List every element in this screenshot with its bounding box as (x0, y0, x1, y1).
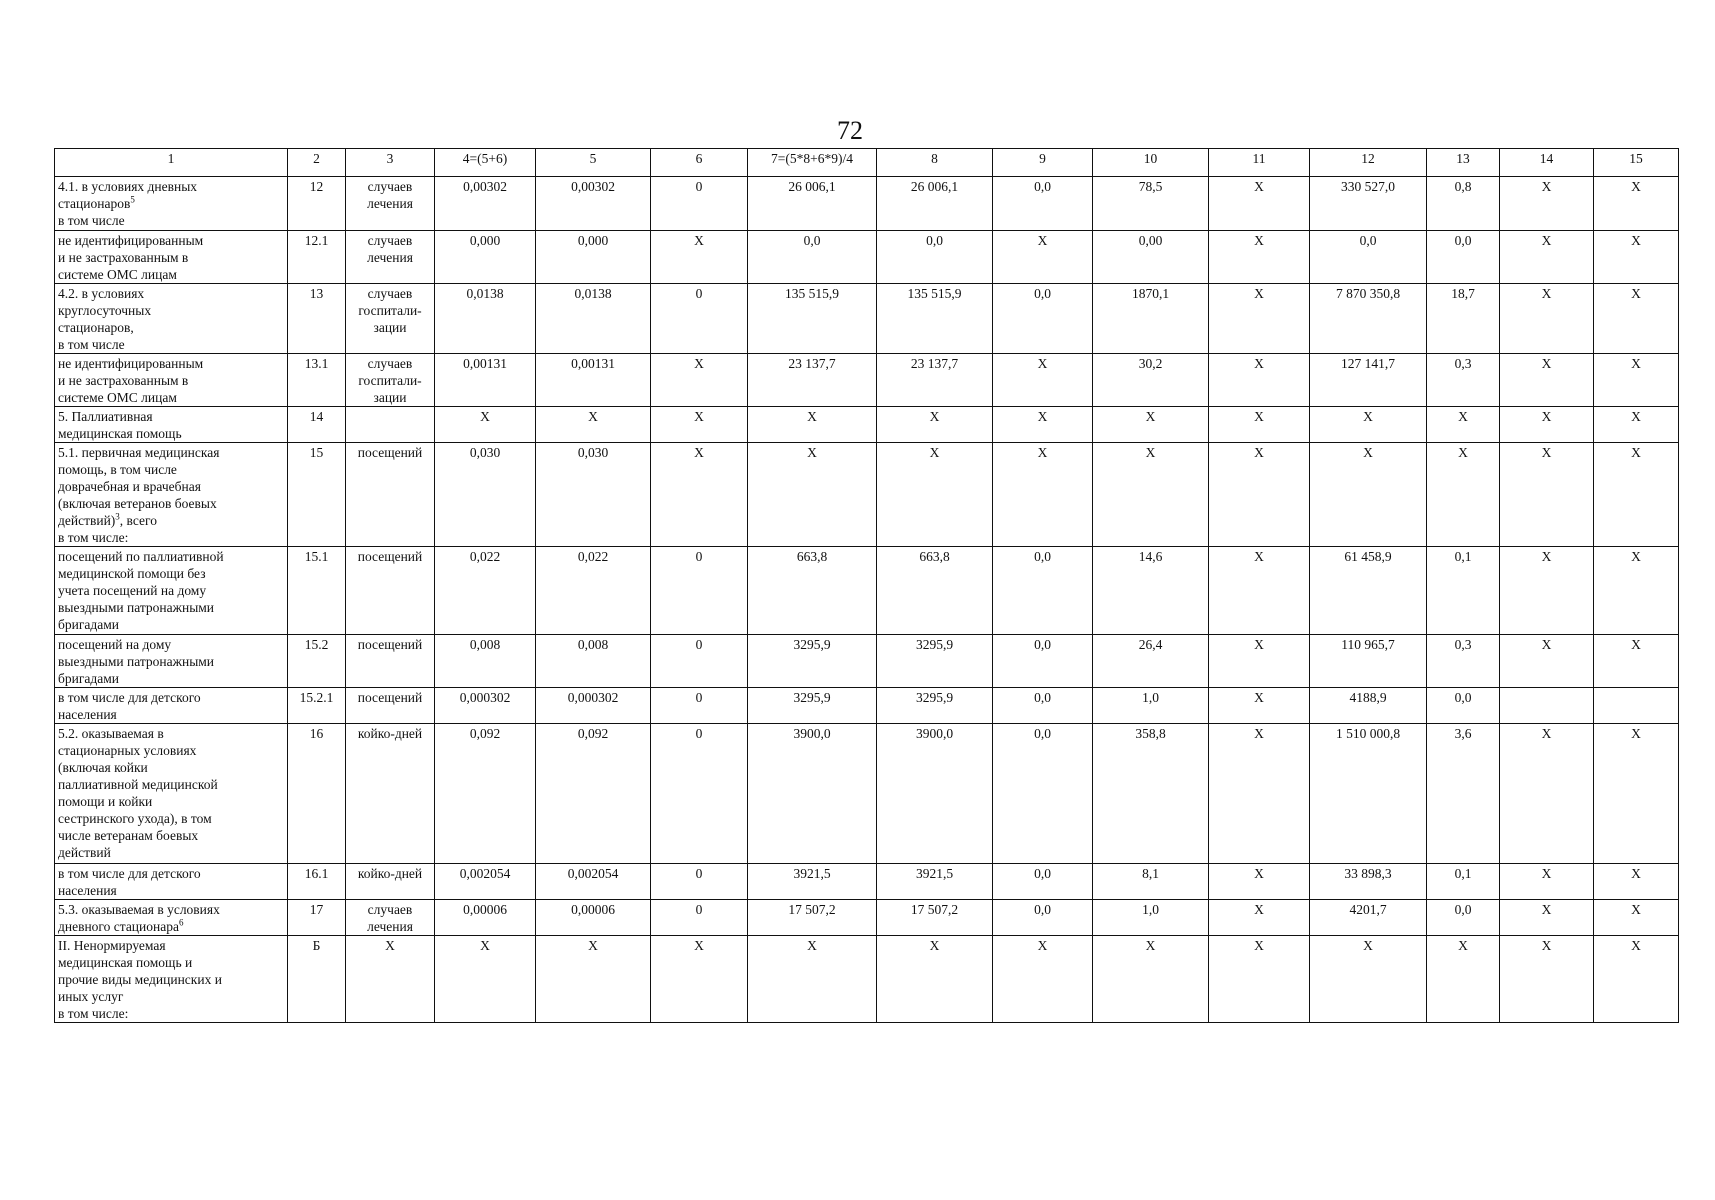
table-cell: 17 507,2 (748, 900, 877, 936)
table-cell: X (1209, 231, 1310, 284)
table-cell: 0,030 (435, 443, 536, 547)
table-cell: X (877, 443, 993, 547)
row-label (55, 688, 288, 724)
table-cell: X (1209, 900, 1310, 936)
row-label-line: системе ОМС лицам (58, 390, 177, 405)
row-label-line: выездными патронажными (58, 600, 215, 615)
row-label-line: населения (58, 707, 117, 722)
row-label-line: числе ветеранам боевых (58, 828, 199, 843)
table-cell: 33 898,3 (1310, 864, 1427, 900)
table-cell: 135 515,9 (748, 284, 877, 354)
table-cell: 0,000 (536, 231, 651, 284)
footnote-marker: 6 (178, 917, 184, 928)
table-cell: X (1209, 864, 1310, 900)
row-label-line: бригадами (58, 617, 120, 632)
table-cell: 8,1 (1093, 864, 1209, 900)
row-label-line: 5.3. оказываемая в условиях (58, 902, 220, 917)
table-cell: 18,7 (1427, 284, 1500, 354)
row-label-line: (включая ветеранов боевых (58, 496, 217, 511)
table-cell: 26 006,1 (877, 177, 993, 231)
table-cell: X (1209, 284, 1310, 354)
table-cell: X (1310, 936, 1427, 1023)
table-cell: X (1500, 284, 1594, 354)
table-cell: 3295,9 (877, 635, 993, 688)
table-cell: 3295,9 (748, 688, 877, 724)
row-label (55, 900, 288, 936)
row-label-line: и не застрахованным в (58, 250, 189, 265)
row-label-line: медицинская помощь и (58, 955, 193, 970)
table-cell: X (651, 354, 748, 407)
table-cell: 26,4 (1093, 635, 1209, 688)
header-cell: 12 (1310, 149, 1427, 177)
table-cell: X (651, 231, 748, 284)
table-row (55, 688, 1679, 724)
table-cell: X (993, 354, 1093, 407)
table-cell: 663,8 (748, 547, 877, 635)
row-label (55, 284, 288, 354)
row-label-line: 4.2. в условиях (58, 286, 145, 301)
header-cell: 11 (1209, 149, 1310, 177)
table-cell: X (993, 936, 1093, 1023)
table-cell: X (1500, 231, 1594, 284)
table-cell: 0,00131 (536, 354, 651, 407)
header-cell: 15 (1594, 149, 1679, 177)
table-cell: X (651, 443, 748, 547)
table-cell: 0,0 (993, 547, 1093, 635)
table-cell: 0,002054 (435, 864, 536, 900)
table-cell: X (1594, 443, 1679, 547)
table-cell: посещений (346, 547, 435, 635)
table-row (55, 635, 1679, 688)
row-label-line: в том числе для детского (58, 866, 201, 881)
table-cell: X (1093, 407, 1209, 443)
table-cell: случаев лечения (346, 177, 435, 231)
row-label-line: иных услуг (58, 989, 124, 1004)
table-cell: 0,00302 (435, 177, 536, 231)
table-cell: X (877, 936, 993, 1023)
row-label-line: медицинской помощи без (58, 566, 206, 581)
table-cell: X (1209, 688, 1310, 724)
table-cell: 23 137,7 (748, 354, 877, 407)
row-label-line: и не застрахованным в (58, 373, 189, 388)
table-cell: 14,6 (1093, 547, 1209, 635)
table-cell: 0,000 (435, 231, 536, 284)
table-cell: случаев госпитали-зации (346, 284, 435, 354)
table-cell: 1,0 (1093, 900, 1209, 936)
table-cell: 0,3 (1427, 635, 1500, 688)
table-cell: 0,0 (748, 231, 877, 284)
table-cell: X (435, 407, 536, 443)
table-cell: X (1427, 936, 1500, 1023)
table-cell: 17 507,2 (877, 900, 993, 936)
table-cell: X (1594, 547, 1679, 635)
table-cell: 4201,7 (1310, 900, 1427, 936)
table-cell: 0 (651, 900, 748, 936)
row-label-line: выездными патронажными (58, 654, 215, 669)
row-label-line: системе ОМС лицам (58, 267, 177, 282)
table-cell: X (1594, 407, 1679, 443)
table-cell: 23 137,7 (877, 354, 993, 407)
table-cell: X (1500, 354, 1594, 407)
table-cell: X (1093, 936, 1209, 1023)
table-cell: 0,00131 (435, 354, 536, 407)
table-cell: X (1500, 864, 1594, 900)
table-cell: 3921,5 (877, 864, 993, 900)
row-label-line: стационарных условиях (58, 743, 197, 758)
table-row (55, 724, 1679, 864)
table-cell: койко-дней (346, 864, 435, 900)
row-label (55, 547, 288, 635)
table-cell: 3295,9 (748, 635, 877, 688)
row-label-line: действий)$^3$, всего (58, 511, 157, 528)
table-cell: 0,00302 (536, 177, 651, 231)
table-cell: X (1209, 936, 1310, 1023)
row-label-line: круглосуточных (58, 303, 152, 318)
row-label-line: дневного стационара$^6$ (58, 917, 184, 934)
table-row (55, 177, 1679, 231)
table-cell: 61 458,9 (1310, 547, 1427, 635)
table-cell: 0 (651, 547, 748, 635)
row-label (55, 936, 288, 1023)
table-cell: 7 870 350,8 (1310, 284, 1427, 354)
table-row (55, 354, 1679, 407)
table-cell: X (1209, 724, 1310, 864)
table-cell: 16 (288, 724, 346, 864)
table-cell: 0,1 (1427, 864, 1500, 900)
table-cell: X (1594, 284, 1679, 354)
table-cell: 17 (288, 900, 346, 936)
table-cell: 26 006,1 (748, 177, 877, 231)
table-cell: X (536, 407, 651, 443)
header-row (55, 149, 1679, 177)
table-cell (1594, 688, 1679, 724)
table-cell: 3,6 (1427, 724, 1500, 864)
table-cell: 0 (651, 688, 748, 724)
table-cell: койко-дней (346, 724, 435, 864)
table-cell: случаев лечения (346, 900, 435, 936)
header-cell: 2 (288, 149, 346, 177)
table-cell: X (1594, 231, 1679, 284)
table-cell: X (748, 936, 877, 1023)
row-label-line: в том числе: (58, 1006, 129, 1021)
table-cell: X (1209, 443, 1310, 547)
header-cell: 1 (55, 149, 288, 177)
table-cell: 15.2 (288, 635, 346, 688)
row-label-line: 5. Паллиативная (58, 409, 153, 424)
table-cell: 330 527,0 (1310, 177, 1427, 231)
row-label-line: 5.1. первичная медицинская (58, 445, 220, 460)
table-cell: 0 (651, 724, 748, 864)
row-label-line: посещений на дому (58, 637, 172, 652)
table-cell: X (1209, 635, 1310, 688)
row-label-line: не идентифицированным (58, 233, 204, 248)
row-label-line: 4.1. в условиях дневных (58, 179, 198, 194)
table-cell: 0,0138 (536, 284, 651, 354)
table-cell: 15 (288, 443, 346, 547)
row-label (55, 443, 288, 547)
table-cell: X (1594, 936, 1679, 1023)
table-cell: 3295,9 (877, 688, 993, 724)
header-cell: 13 (1427, 149, 1500, 177)
row-label-line: в том числе: (58, 530, 129, 545)
table-cell: 0 (651, 864, 748, 900)
table-cell: X (748, 407, 877, 443)
header-cell: 8 (877, 149, 993, 177)
table-cell: 30,2 (1093, 354, 1209, 407)
table-cell: 14 (288, 407, 346, 443)
table-cell: X (748, 443, 877, 547)
table-cell: 135 515,9 (877, 284, 993, 354)
table-cell: 0,0138 (435, 284, 536, 354)
table-row (55, 443, 1679, 547)
table-cell: 13.1 (288, 354, 346, 407)
table-cell: X (346, 936, 435, 1023)
header-cell: 7=(5*8+6*9)/4 (748, 149, 877, 177)
table-cell: X (877, 407, 993, 443)
table-cell: 3900,0 (877, 724, 993, 864)
table-cell: 12 (288, 177, 346, 231)
table-cell: X (1209, 177, 1310, 231)
table-cell: 0,000302 (435, 688, 536, 724)
table-cell: 0,0 (993, 864, 1093, 900)
table-cell: 0 (651, 177, 748, 231)
row-label (55, 177, 288, 231)
table-row (55, 407, 1679, 443)
table-cell: 3900,0 (748, 724, 877, 864)
table-cell: X (1209, 547, 1310, 635)
table-cell: 78,5 (1093, 177, 1209, 231)
table-cell: 0,022 (435, 547, 536, 635)
table-cell: 0,8 (1427, 177, 1500, 231)
row-label (55, 354, 288, 407)
row-label-line: сестринского ухода), в том (58, 811, 212, 826)
table-cell: X (435, 936, 536, 1023)
table-cell: 0,092 (536, 724, 651, 864)
table-cell: 0,3 (1427, 354, 1500, 407)
table-cell: 0,0 (993, 177, 1093, 231)
header-cell: 14 (1500, 149, 1594, 177)
table-cell: X (1594, 864, 1679, 900)
header-cell: 9 (993, 149, 1093, 177)
table-cell: 13 (288, 284, 346, 354)
row-label-line: помощь, в том числе (58, 462, 177, 477)
table-cell: 12.1 (288, 231, 346, 284)
table-cell: 0,030 (536, 443, 651, 547)
table-cell: 0,1 (1427, 547, 1500, 635)
table-cell: X (1594, 177, 1679, 231)
table-cell: 0,0 (993, 724, 1093, 864)
table-cell: 358,8 (1093, 724, 1209, 864)
table-cell: 0 (651, 635, 748, 688)
table-cell: Б (288, 936, 346, 1023)
header-cell: 6 (651, 149, 748, 177)
header-cell: 3 (346, 149, 435, 177)
row-label-line: 5.2. оказываемая в (58, 726, 164, 741)
table-cell: 3921,5 (748, 864, 877, 900)
table-cell: 1 510 000,8 (1310, 724, 1427, 864)
table-cell: посещений (346, 688, 435, 724)
row-label-line: бригадами (58, 671, 120, 686)
table-cell: 0,008 (536, 635, 651, 688)
row-label (55, 724, 288, 864)
table-cell: X (536, 936, 651, 1023)
table-cell: 0,0 (1310, 231, 1427, 284)
table-cell: X (1427, 443, 1500, 547)
table-cell: 0,008 (435, 635, 536, 688)
table-row (55, 547, 1679, 635)
table-cell: 110 965,7 (1310, 635, 1427, 688)
table-cell: X (651, 936, 748, 1023)
table-cell: 0,00006 (536, 900, 651, 936)
table-cell: 1,0 (1093, 688, 1209, 724)
table-cell: 0,000302 (536, 688, 651, 724)
row-label-line: помощи и койки (58, 794, 153, 809)
row-label-line: в том числе (58, 213, 125, 228)
table-cell: X (1209, 407, 1310, 443)
row-label (55, 407, 288, 443)
table-cell: 0,0 (993, 688, 1093, 724)
table-cell: X (1500, 443, 1594, 547)
table-cell: 0,00 (1093, 231, 1209, 284)
table-cell: случаев госпитали-зации (346, 354, 435, 407)
table-cell: 0,0 (1427, 231, 1500, 284)
table-cell: 0,0 (993, 635, 1093, 688)
table-cell: 127 141,7 (1310, 354, 1427, 407)
row-label-line: действий (58, 845, 111, 860)
table-cell: 0,022 (536, 547, 651, 635)
table-cell: 15.1 (288, 547, 346, 635)
row-label-line: медицинская помощь (58, 426, 182, 441)
table-cell: случаев лечения (346, 231, 435, 284)
row-label-line: доврачебная и врачебная (58, 479, 201, 494)
table-cell: 16.1 (288, 864, 346, 900)
header-cell: 5 (536, 149, 651, 177)
table-cell: X (1310, 443, 1427, 547)
table-row (55, 231, 1679, 284)
table-cell (346, 407, 435, 443)
table-cell: X (651, 407, 748, 443)
table-cell: X (1500, 177, 1594, 231)
row-label (55, 864, 288, 900)
footnote-marker: 5 (130, 194, 135, 205)
table-cell: посещений (346, 635, 435, 688)
table-cell: 0,002054 (536, 864, 651, 900)
table-cell: 0,092 (435, 724, 536, 864)
table-row (55, 936, 1679, 1023)
table-cell: X (1093, 443, 1209, 547)
row-label (55, 635, 288, 688)
table-cell: X (993, 231, 1093, 284)
table-cell: 0,0 (1427, 900, 1500, 936)
table-cell: 0,0 (993, 284, 1093, 354)
table-cell: 0,0 (993, 900, 1093, 936)
header-cell: 10 (1093, 149, 1209, 177)
table-cell: X (1500, 635, 1594, 688)
table-cell: посещений (346, 443, 435, 547)
row-label-line: посещений по паллиативной (58, 549, 224, 564)
table-cell: X (1594, 724, 1679, 864)
table-row (55, 900, 1679, 936)
header-cell: 4=(5+6) (435, 149, 536, 177)
row-label-line: населения (58, 883, 117, 898)
table-cell: X (1209, 354, 1310, 407)
table-cell: X (993, 407, 1093, 443)
table-cell: X (1500, 547, 1594, 635)
row-label-line: учета посещений на дому (58, 583, 207, 598)
table-cell: X (1500, 407, 1594, 443)
table-cell: 0 (651, 284, 748, 354)
table-cell: X (1594, 635, 1679, 688)
report-table (54, 148, 1679, 1023)
table-cell: X (1500, 936, 1594, 1023)
row-label-line: (включая койки (58, 760, 148, 775)
table-cell (1500, 688, 1594, 724)
table-cell: 0,0 (877, 231, 993, 284)
row-label-line: стационаров$^5$ (58, 194, 135, 211)
footnote-marker: 3 (115, 511, 120, 522)
table-cell: 0,00006 (435, 900, 536, 936)
table-cell: X (1500, 724, 1594, 864)
row-label-line: прочие виды медицинских и (58, 972, 222, 987)
table-cell: X (1427, 407, 1500, 443)
table-row (55, 284, 1679, 354)
row-label-line: стационаров, (58, 320, 134, 335)
row-label-line: паллиативной медицинской (58, 777, 218, 792)
table-cell: X (1594, 354, 1679, 407)
page-number: 72 (837, 116, 863, 145)
table-cell: 4188,9 (1310, 688, 1427, 724)
row-label (55, 231, 288, 284)
table-row (55, 864, 1679, 900)
row-label-line: в том числе (58, 337, 125, 352)
row-label-line: II. Ненормируемая (58, 938, 166, 953)
table-cell: X (1594, 900, 1679, 936)
table-cell: X (1310, 407, 1427, 443)
table-cell: 1870,1 (1093, 284, 1209, 354)
table-cell: X (1500, 900, 1594, 936)
table-cell: 663,8 (877, 547, 993, 635)
table-cell: X (993, 443, 1093, 547)
table-cell: 15.2.1 (288, 688, 346, 724)
row-label-line: в том числе для детского (58, 690, 201, 705)
table-cell: 0,0 (1427, 688, 1500, 724)
row-label-line: не идентифицированным (58, 356, 204, 371)
